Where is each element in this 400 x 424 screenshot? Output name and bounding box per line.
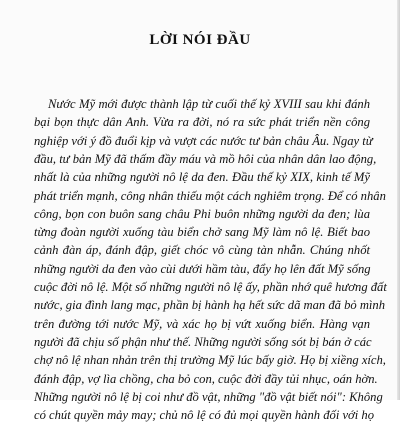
- body-text: [0, 95, 400, 423]
- text-line: nước, gia đình lang mạc, phần bị hành hạ hết sức dã man đã bỏ mình: [34, 298, 386, 313]
- text-line: phát triển mạnh, công nhân thiếu một cách nghiêm trọng. Để có nhân: [34, 188, 386, 203]
- text-line: có chút quyền mảy may; chủ nô lệ có đủ mọi quyền hành đối với họ: [34, 408, 375, 423]
- text-line: cuộc đời nô lệ. Một số những người nô lệ ấy, phần nhớ quê hương đất: [34, 280, 387, 294]
- text-line: Những người nô lệ bị coi như đồ vật, những "đồ vật biết nói": Không: [34, 389, 383, 404]
- text-line: người đã chịu số phận như thế. Những người sống sót bị bán ở các: [34, 334, 372, 349]
- text-line: bại bọn thực dân Anh. Vừa ra đời, nó ra sức phát triển nền công: [34, 115, 370, 130]
- text-line: nhất là của những người nô lệ da đen. Đầu thế kỷ XIX, kinh tế Mỹ: [34, 170, 370, 185]
- text-line: công, bọn con buôn sang châu Phi buôn những người da đen; lùa: [34, 206, 370, 221]
- text-line: trên đường tới nước Mỹ, và xác họ bị vứt xuống biển. Hàng vạn: [34, 316, 370, 331]
- text-line: nghiệp với ý đồ đuổi kịp và vượt các nước tư bản châu Âu. Ngay từ: [34, 133, 373, 148]
- text-line: chợ nô lệ nhan nhản trên thị trường Mỹ lúc bấy giờ. Họ bị xiềng xích,: [34, 353, 386, 368]
- text-line: từng đoàn người xuống tàu biển chở sang Mỹ làm nô lệ. Biết bao: [34, 225, 370, 240]
- text-line: đánh đập, vợ lìa chồng, cha bỏ con, cuộc đời đầy tủi nhục, oán hờn.: [34, 371, 378, 386]
- page-title: LỜI NÓI ĐẦU: [149, 32, 251, 48]
- text-line: đầu, tư bản Mỹ đã thấm đầy máu và mồ hôi của nhân dân lao động,: [34, 151, 377, 166]
- text-line: những người da đen vào cùi dưới hầm tàu, đẩy họ lên đất Mỹ sống: [34, 261, 371, 276]
- text-line: Nước Mỹ mới được thành lập từ cuối thế kỷ XVIII sau khi đánh: [48, 97, 370, 111]
- text-line: cảnh đàn áp, đánh đập, giết chóc vô cùng tàn nhẫn. Chúng nhốt: [34, 243, 370, 258]
